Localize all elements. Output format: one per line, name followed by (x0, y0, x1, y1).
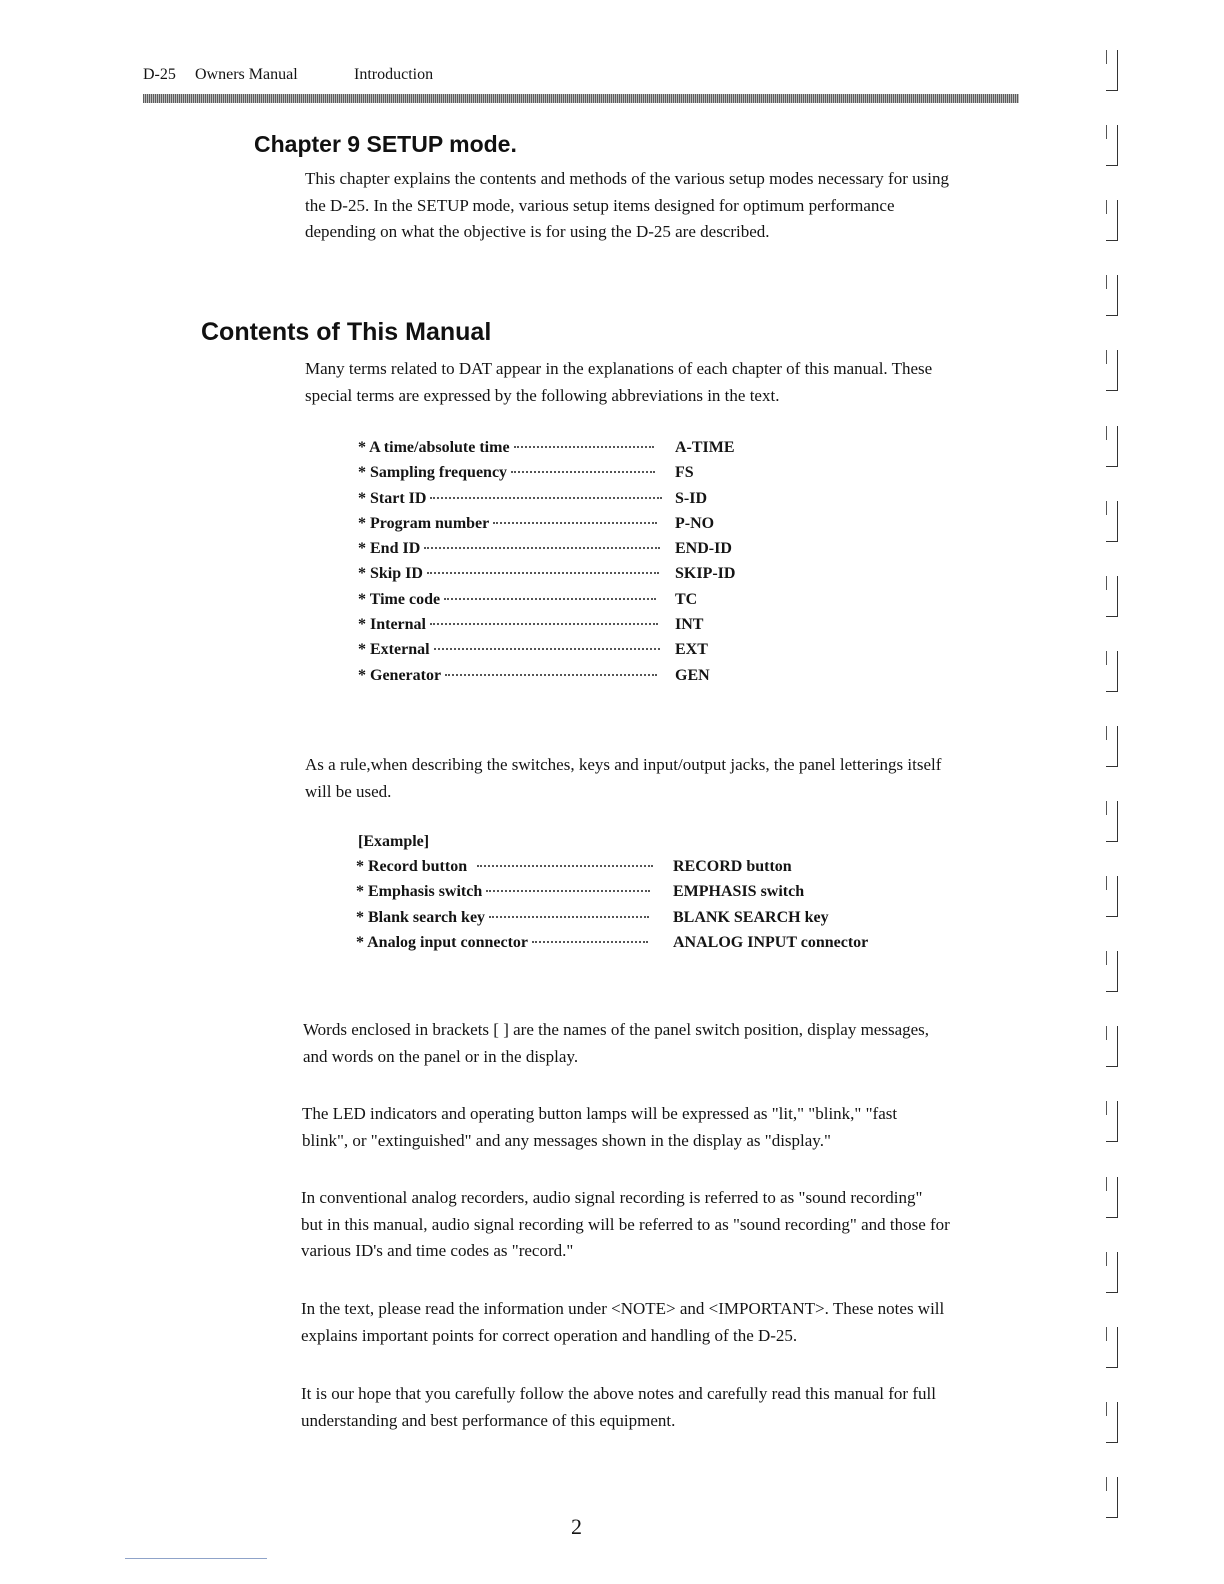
abbreviation-row (358, 641, 778, 666)
binder-mark (1106, 1402, 1118, 1443)
abbreviation-term: * Generator (358, 666, 442, 684)
scan-edge-line (125, 1558, 267, 1559)
abbreviation-value: TC (675, 590, 698, 608)
abbreviation-row (358, 490, 778, 515)
brackets-line: Words enclosed in brackets [ ] are the names of the panel switch position, display messages, (303, 1020, 930, 1039)
header-manual: Owners Manual (195, 66, 298, 83)
abbreviation-term: * Start ID (358, 489, 427, 507)
abbreviation-row (358, 565, 778, 590)
leader-dots (434, 648, 660, 650)
binder-mark (1106, 426, 1118, 467)
binder-mark (1106, 651, 1118, 692)
binder-mark (1106, 501, 1118, 542)
binder-mark (1106, 801, 1118, 842)
leader-dots (532, 941, 648, 943)
example-label: [Example] (358, 833, 430, 850)
abbreviation-value: SKIP-ID (675, 565, 736, 583)
abbreviation-value: INT (675, 616, 704, 634)
binder-mark (1106, 951, 1118, 992)
abbreviation-row (358, 515, 778, 540)
note-paragraph (301, 1296, 944, 1349)
abbreviation-row (358, 540, 778, 565)
closing-line: It is our hope that you carefully follow the above notes and carefully read this manual for full (301, 1384, 936, 1403)
binder-mark (1106, 576, 1118, 617)
leader-dots (489, 916, 649, 918)
example-value: EMPHASIS switch (673, 883, 805, 901)
example-value: BLANK SEARCH key (673, 908, 829, 926)
closing-line: understanding and best performance of this equipment. (301, 1410, 676, 1430)
brackets-line: and words on the panel or in the display. (303, 1046, 579, 1066)
leader-dots (514, 446, 654, 448)
binder-mark (1106, 1477, 1118, 1518)
binder-mark (1106, 50, 1118, 91)
recording-line: various ID's and time codes as "record." (301, 1241, 574, 1260)
recording-paragraph (301, 1185, 950, 1265)
header-section: Introduction (354, 66, 434, 83)
rule-line: will be used. (305, 781, 392, 801)
chapter9-line: depending on what the objective is for using the D-25 are described. (305, 222, 770, 241)
binder-mark (1106, 876, 1118, 917)
abbreviation-term: * Internal (358, 616, 426, 634)
intro-line: Many terms related to DAT appear in the explanations of each chapter of this manual. These (305, 359, 933, 378)
example-term: * Emphasis switch (356, 883, 483, 901)
abbreviation-row (358, 464, 778, 489)
abbreviation-term: * Sampling frequency (358, 464, 508, 482)
binder-mark (1106, 350, 1118, 391)
page-number: 2 (571, 1514, 582, 1539)
abbreviation-term: * External (358, 641, 430, 659)
recording-line: In conventional analog recorders, audio signal recording is referred to as "sound recording" (301, 1188, 923, 1207)
abbreviation-value: GEN (675, 666, 710, 684)
abbreviation-list (358, 439, 778, 692)
example-value: ANALOG INPUT connector (673, 933, 869, 951)
binder-mark (1106, 1026, 1118, 1067)
abbreviation-row (358, 439, 778, 464)
example-term: * Blank search key (356, 908, 486, 926)
leader-dots (430, 497, 662, 499)
binder-mark (1106, 1252, 1118, 1293)
closing-paragraph (301, 1381, 936, 1434)
chapter9-line: This chapter explains the contents and methods of the various setup modes necessary for using (305, 169, 949, 188)
chapter9-body (305, 166, 949, 246)
contents-title: Contents of This Manual (201, 318, 492, 346)
abbreviation-term: * Time code (358, 590, 441, 608)
led-line: blink", or "extinguished" and any messages shown in the display as "display." (302, 1130, 831, 1150)
leader-dots (427, 572, 659, 574)
example-list (356, 858, 896, 959)
abbreviation-row (358, 591, 778, 616)
example-term: * Record button (356, 858, 468, 875)
binder-mark (1106, 1327, 1118, 1368)
chapter9-title: Chapter 9 SETUP mode. (254, 131, 517, 157)
led-line: The LED indicators and operating button lamps will be expressed as "lit," "blink," "fast (302, 1104, 898, 1123)
intro-line: special terms are expressed by the following abbreviations in the text. (305, 385, 780, 405)
example-term: * Analog input connector (356, 933, 529, 951)
leader-dots (477, 865, 653, 867)
leader-dots (444, 598, 656, 600)
binder-mark (1106, 1177, 1118, 1218)
abbreviation-value: END-ID (675, 540, 732, 558)
example-row (356, 909, 896, 934)
note-line: explains important points for correct operation and handling of the D-25. (301, 1325, 798, 1345)
chapter9-line: the D-25. In the SETUP mode, various setup items designed for optimum performance (305, 195, 895, 215)
leader-dots (511, 471, 655, 473)
abbreviation-value: EXT (675, 641, 708, 659)
leader-dots (486, 890, 650, 892)
abbreviation-value: P-NO (675, 514, 715, 532)
brackets-paragraph (303, 1017, 929, 1070)
contents-intro (305, 356, 932, 409)
abbreviation-value: S-ID (675, 489, 708, 507)
leader-dots (493, 522, 657, 524)
binder-mark (1106, 1101, 1118, 1142)
rule-paragraph (305, 752, 941, 805)
binder-mark (1106, 200, 1118, 241)
leader-dots (445, 674, 657, 676)
rule-line: As a rule,when describing the switches, keys and input/output jacks, the panel letterings itself (305, 755, 942, 774)
leader-dots (430, 623, 658, 625)
example-row (356, 934, 896, 959)
abbreviation-row (358, 616, 778, 641)
binder-mark (1106, 125, 1118, 166)
led-paragraph (302, 1101, 897, 1154)
abbreviation-term: * Program number (358, 514, 490, 532)
binder-mark (1106, 275, 1118, 316)
binder-mark (1106, 726, 1118, 767)
example-row (356, 858, 896, 883)
abbreviation-term: * Skip ID (358, 565, 423, 583)
abbreviation-term: * End ID (358, 540, 421, 558)
abbreviation-value: A-TIME (675, 439, 735, 456)
header-model: D-25 (143, 66, 176, 83)
abbreviation-term: * A time/absolute time (358, 439, 510, 456)
note-line: In the text, please read the information under <NOTE> and <IMPORTANT>. These notes will (301, 1299, 945, 1318)
example-value: RECORD button (673, 858, 792, 875)
header-rule (143, 94, 1019, 103)
abbreviation-row (358, 667, 778, 692)
leader-dots (424, 547, 660, 549)
recording-line: but in this manual, audio signal recording will be referred to as "sound recording" and those for (301, 1214, 950, 1234)
abbreviation-value: FS (675, 464, 694, 482)
example-row (356, 883, 896, 908)
